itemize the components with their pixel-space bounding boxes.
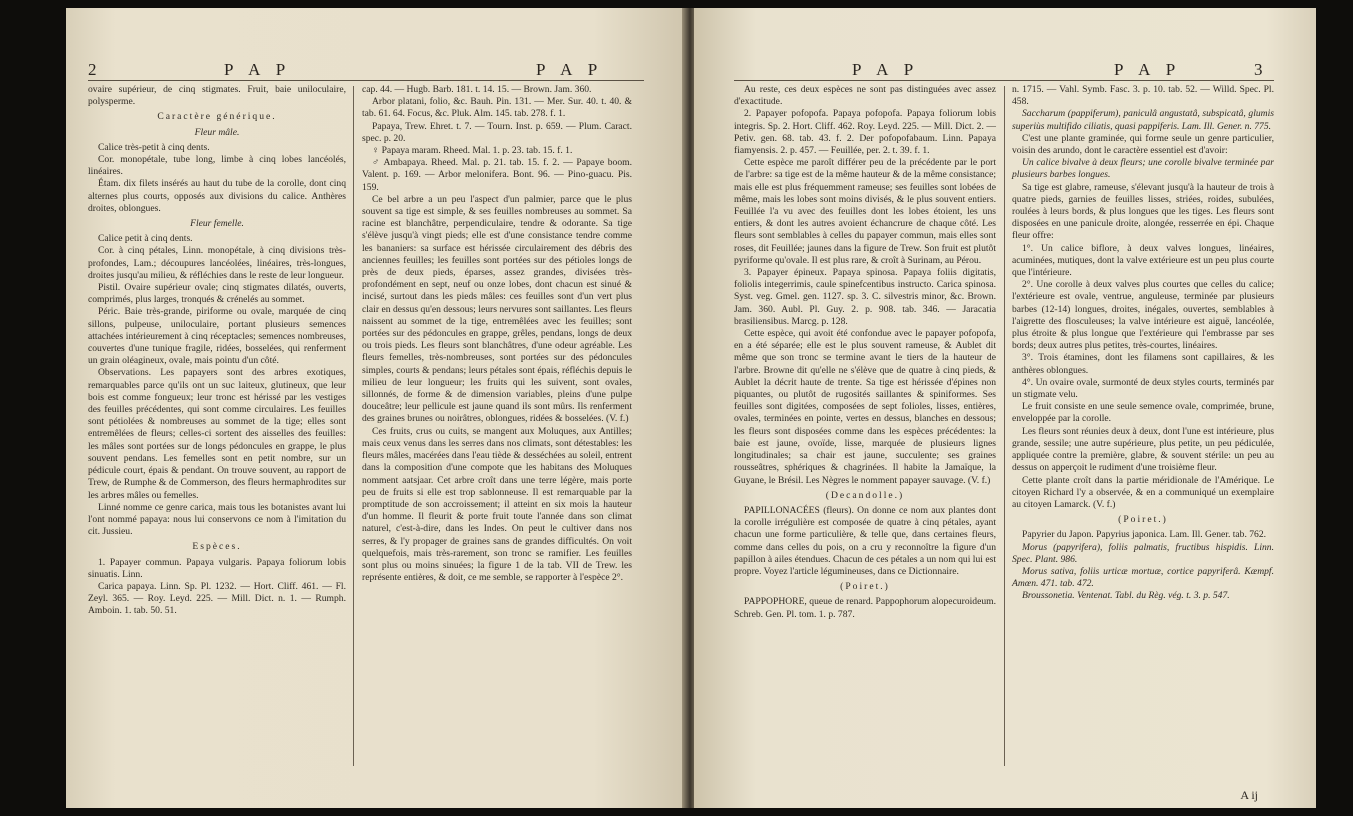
paragraph: (Decandolle.) xyxy=(825,489,905,501)
open-book xyxy=(66,8,1316,808)
text-column-right xyxy=(362,84,632,584)
paragraph: Papaya, Trew. Ehret. t. 7. — Tourn. Inst. p. 659. — Plum. Caract. spec. p. 20. xyxy=(362,120,632,144)
paragraph: Morus sativa, foliis urticæ mortuæ, cortice papyriferâ. Kæmpf. Amœn. 471. tab. 472. xyxy=(1012,565,1274,590)
paragraph: Cor. à cinq pétales, Linn. monopétale, à cinq divisions très-profondes, Lam.; découpures lancéolées, linéaires, très-longues, droites jusqu'au milieu, & réfléchies dans le reste de leur longueur. xyxy=(88,245,346,281)
running-header: P A P xyxy=(852,60,920,79)
paragraph: Cor. monopétale, tube long, limbe à cinq lobes lancéolés, linéaires. xyxy=(88,154,346,178)
column-rule xyxy=(1004,86,1005,766)
right-page xyxy=(694,8,1316,808)
paragraph: Papyrier du Japon. Papyrius japonica. Lam. Ill. Gener. tab. 762. xyxy=(1022,529,1267,541)
paragraph: Étam. dix filets insérés au haut du tube de la corolle, dont cinq alternes plus courts, opposés aux divisions du calice. Anthères droites, oblongues. xyxy=(88,178,346,214)
running-header: P A P xyxy=(536,60,604,79)
paragraph: n. 1715. — Vahl. Symb. Fasc. 3. p. 10. tab. 52. — Willd. Spec. Pl. 458. xyxy=(1012,84,1274,108)
signature-mark: A ij xyxy=(1240,788,1258,802)
text-column-right xyxy=(1012,84,1274,603)
column-rule xyxy=(353,86,354,766)
left-page xyxy=(66,8,686,808)
paragraph: 1. Papayer commun. Papaya vulgaris. Papaya foliorum lobis sinuatis. Linn. xyxy=(88,556,346,580)
paragraph: Péric. Baie très-grande, piriforme ou ovale, marquée de cinq sillons, pulpeuse, uniloculaire, portant plusieurs semences attachées intérieurement à cinq réceptacles; semences nombreuses, couvertes d'une tunique fragile, ridées, bosselées, qui renferment un grain oléagineux, ovale, mais pointu d'un côté. xyxy=(88,306,346,367)
paragraph: Calice très-petit à cinq dents. xyxy=(98,141,210,153)
paragraph: Au reste, ces deux espèces ne sont pas distinguées avec assez d'exactitude. xyxy=(734,84,996,108)
paragraph: ovaire supérieur, de cinq stigmates. Fruit, baie uniloculaire, polysperme. xyxy=(88,84,346,108)
paragraph: (Poiret.) xyxy=(840,581,890,593)
paragraph: Morus (papyrifera), foliis palmatis, fructibus hispidis. Linn. Spec. Plant. 986. xyxy=(1012,541,1274,565)
text-column-left xyxy=(88,84,346,618)
running-header: P A P xyxy=(1114,60,1182,79)
paragraph: 3°. Trois étamines, dont les filamens sont capillaires, & les anthères oblongues. xyxy=(1012,352,1274,376)
paragraph: Pistil. Ovaire supérieur ovale; cinq stigmates dilatés, ouverts, comprimés, plus larges, tronqués & crénelés au sommet. xyxy=(88,282,346,306)
paragraph: Fleur mâle. xyxy=(194,126,240,138)
page-number: 3 xyxy=(1254,60,1263,79)
paragraph: Sa tige est glabre, rameuse, s'élevant jusqu'à la hauteur de trois à quatre pieds, garnies de feuilles lisses, striées, roides, subulées, roulées à leurs bords, & plus longues que les tiges. Les fleurs sont disposées en une panicule droite, alongée, resserrée en épi. Chaque fleur offre: xyxy=(1012,181,1274,242)
paragraph: Saccharum (pappiferum), paniculâ angustatâ, subspicatâ, glumis superiùs multifido ciliatis, quasi pappiferis. Lam. Ill. Gener. n. 775. xyxy=(1012,108,1274,132)
paragraph: 2°. Une corolle à deux valves plus courtes que celles du calice; l'extérieure est ovale, ventrue, anguleuse, terminée par plusieurs barbes (12-14) longues, droites, inégales, ouvertes, semblables à l'aigrette des flosculeuses; la valve intérieure est aiguë, lancéolée, plus étroite & plus longue que l'extérieure qui l'embrasse par ses bords; deux autres plus petites, très-courtes, linéaires. xyxy=(1012,279,1274,352)
paragraph: ♀ Papaya maram. Rheed. Mal. 1. p. 23. tab. 15. f. 1. xyxy=(372,145,573,157)
paragraph: PAPPOPHORE, queue de renard. Pappophorum alopecuroideum. Schreb. Gen. Pl. tom. 1. p. 787. xyxy=(734,596,996,620)
paragraph: (Poiret.) xyxy=(1118,514,1168,526)
paragraph: Espèces. xyxy=(192,541,242,553)
paragraph: Broussonetia. Ventenat. Tabl. du Règ. vég. t. 3. p. 547. xyxy=(1022,590,1230,602)
paragraph: 3. Papayer épineux. Papaya spinosa. Papaya foliis digitatis, foliolis integerrimis, caule spinefcentibus instructo. Carica spinosa. Syst. veg. Gmel. gen. 1127. sp. 3. C. silvestris minor, &c. Brown. Jam. 360. Aubl. Pl. Guy. 2. p. 908. tab. 346. — Jaracatia brasiliensibus. Marcg. p. 128. xyxy=(734,267,996,327)
page-number: 2 xyxy=(88,60,97,79)
paragraph: Un calice bivalve à deux fleurs; une corolle bivalve terminée par plusieurs barbes longues. xyxy=(1012,157,1274,181)
paragraph: Cette espèce, qui avoit été confondue avec le papayer pofopofa, en a été séparée; elle est le plus souvent rameuse, & Aublet dit même que son tronc se termine avant le tiers de la hauteur de l'arbre. Browne dit qu'elle ne s'élève que de quatre à cinq pieds, & Aublet la décrit haute de trente. Sa tige est hérissée d'épines non piquantes, ou plutôt de rugosités saillantes & spiniformes. Ses feuilles sont digitées, composées de sept folioles, lisses, entières, ovales, terminées en pointe, vertes en dessus, blanches en dessous; les fleurs sont disposées comme dans les espèces précédentes: la baie est jaune, ovoïde, lisse, marquée de plusieurs lignes longitudinales; sa chair est jaune, succulente; ses graines rousseâtres, sphériques & chagrinées. Il habite la Jamaïque, la Guyane, le Brésil. Les Nègres le nomment papayer sauvage. (V. f.) xyxy=(734,328,996,486)
paragraph: Le fruit consiste en une seule semence ovale, comprimée, brune, enveloppée par la corolle. xyxy=(1012,401,1274,425)
paragraph: Calice petit à cinq dents. xyxy=(98,233,193,245)
paragraph: PAPILLONACÉES (fleurs). On donne ce nom aux plantes dont la corolle irrégulière est composée de quatre à cinq pétales, ayant chacun une forme particulière, & telle que, dans certaines fleurs, comme dans celles du pois, on a cru y reconnoître la figure d'un papillon à ailes étendues. Chacun de ces pétales a un nom qui lui est propre. Voyez l'article légumineuses, dans ce Dictionnaire. xyxy=(734,504,996,577)
paragraph: ♂ Ambapaya. Rheed. Mal. p. 21. tab. 15. f. 2. — Papaye boom. Valent. p. 169. — Arbor melonifera. Bont. 96. — Pino-guacu. Pis. 159. xyxy=(362,157,632,193)
paragraph: Caractère générique. xyxy=(157,111,277,123)
paragraph: 2. Papayer pofopofa. Papaya pofopofa. Papaya foliorum lobis integris. Sp. 2. Hort. Cliff. 462. Roy. Leyd. 225. — Mill. Dict. 2. — Petiv. gen. 68. tab. 43. f. 2. Der pofopofabaum. Linn. Papaya fiamyensis. 2. p. 457. — Feuillée, per. 2. t. 39. f. 1. xyxy=(734,108,996,157)
paragraph: 4°. Un ovaire ovale, surmonté de deux styles courts, terminés par un stigmate velu. xyxy=(1012,376,1274,401)
paragraph: Les fleurs sont réunies deux à deux, dont l'une est intérieure, plus grande, sessile; une autre supérieure, plus petite, un peu pédiculée, appliquée contre la première, glabre, & souvent stérile: un peu au dessus on apperçoit le rudiment d'une troisième fleur. xyxy=(1012,425,1274,474)
paragraph: Cette espèce me paroît différer peu de la précédente par le port de l'arbre: sa tige est de la même hauteur & de la même consistance; mais elle est plus fréquemment rameuse; ses feuilles sont lobées de même, mais les lobes sont moins divisés, & le plus souvent entiers. Feuillée l'a vu avec des feuilles dont les lobes étoient, les uns entiers, & dont les autres avoient échancrure de chaque côté. Les fleurs sont semblables à celles du papayer commun, mais elles sont roses, dit Feuillée; jaunes dans la figure de Trew. Son fruit est plutôt pyriforme qu'ovale. Il est plus rare, & croît à Surinam, au Pérou. xyxy=(734,157,996,266)
header-rule xyxy=(734,80,1274,81)
text-column-left xyxy=(734,84,996,621)
paragraph: Cette plante croît dans la partie méridionale de l'Amérique. Le citoyen Richard l'y a observée, & en a communiqué un exemplaire au citoyen Lamarck. (V. f.) xyxy=(1012,474,1274,510)
paragraph: 1°. Un calice biflore, à deux valves longues, linéaires, acuminées, mutiques, dont la valve extérieure est un peu plus courte que l'intérieure. xyxy=(1012,242,1274,279)
paragraph: Ce bel arbre a un peu l'aspect d'un palmier, parce que le plus souvent sa tige est simple, & ses feuilles nombreuses au sommet. Sa racine est blanchâtre, perpendiculaire, tendre & odorante. Sa tige s'élève jusqu'à vingt pieds; elle est d'une consistance tendre comme les bananiers: sa surface est hérissée circulairement des débris des anciennes feuilles; les feuilles sont portées sur des pétioles longs de près de deux pieds, éparses, assez grandes, divisées très-profondément en sept, neuf ou onze lobes, dont chacun est sinué & incisé, surtout dans les pieds mâles: ces feuilles sont d'un vert plus clair en dessus qu'en dessous; leurs nervures sont saillantes. Les fleurs naissent au sommet de la tige, entremêlées avec les feuilles; sont portées sur des pédoncules en grappe, grêles, pendans, longs de deux ou trois pieds. Les fleurs sont blanchâtres, d'une odeur agréable. Les fleurs femelles, très-nombreuses, sont portées sur des pédoncules simples, courts & pendans; leurs pétales sont épais, réfléchis depuis le milieu de leur longueur; les fruits qui les suivent, sont ovales, sillonnés, de forme & de dimension variables, pleins d'une pulpe douceâtre; leur pellicule est jaune quand ils sont mûrs. Ils renferment des graines brunes ou noirâtres, oblongues, ridées & bosselées. (V. f.) xyxy=(362,193,632,425)
paragraph: Linné nomme ce genre carica, mais tous les botanistes avant lui l'ont nommé papaya: nous lui conservons ce nom à l'imitation du cit. Jussieu. xyxy=(88,501,346,538)
paragraph: C'est une plante graminée, qui forme seule un genre particulier, voisin des arundo, dont le caractère essentiel est d'avoir: xyxy=(1012,132,1274,157)
paragraph: Observations. Les papayers sont des arbres exotiques, remarquables parce qu'ils ont un suc laiteux, glutineux, que leur bois est comme fongueux; leur tronc est hérissé par les vestiges des feuilles précédentes, qui sont comme circulaires. Les feuilles sont pétiolées & nombreuses au sommet de la tige; elles sont entremêlées de fleurs; celles-ci sortent des aisselles des feuilles: les mâles sont portées sur de longs pédoncules en grappe, le plus souvent pendans. Les femelles sont en petit nombre, sur un pédicule court, épais & pendant. On trouve souvent, au rapport de Trew, de Rumphe & de Commerson, des fleurs hermaphrodites sur les arbres mâles ou femelles. xyxy=(88,367,346,501)
paragraph: Fleur femelle. xyxy=(190,218,244,230)
paragraph: Carica papaya. Linn. Sp. Pl. 1232. — Hort. Cliff. 461. — Fl. Zeyl. 365. — Roy. Leyd. 225. — Mill. Dict. n. 1. — Rumph. Amboin. 1. tab. 50. 51. xyxy=(88,580,346,617)
header-rule xyxy=(88,80,644,81)
paragraph: Arbor platani, folio, &c. Bauh. Pin. 131. — Mer. Sur. 40. t. 40. & tab. 61. 64. Focus, &c. Pluk. Alm. 145. tab. 278. f. 1. xyxy=(362,96,632,120)
paragraph: Ces fruits, crus ou cuits, se mangent aux Moluques, aux Antilles; mais ceux venus dans les serres dans nos climats, sont détestables: les fleurs mâles, macérées dans l'eau tiède & desséchées au soleil, entrent dans la composition d'une compote que les habitans des Moluques nomment aatsjaar. Cet arbre croît dans une terre légère, mais porte peu de fruits si elle est trop sablonneuse. Il est remarquable par la promptitude de son accroissement; il atteint en six mois la hauteur d'un homme. Il fleurit & porte fruit toute l'année dans son climat naturel, c'est-à-dire, dans les Indes. On peut le cultiver dans nos serres, & l'y propager de graines sans de grandes difficultés. On voit quelquefois, mais très-rarement, son tronc se ramifier. Les feuilles sont plus ou moins sinuées; la figure 1 de la tab. VII de Trew. les représente entières, & doit, ce me semble, se rapporter à l'espèce 2°. xyxy=(362,425,632,584)
running-header: P A P xyxy=(224,60,292,79)
paragraph: cap. 44. — Hugb. Barb. 181. t. 14. 15. — Brown. Jam. 360. xyxy=(362,84,592,95)
